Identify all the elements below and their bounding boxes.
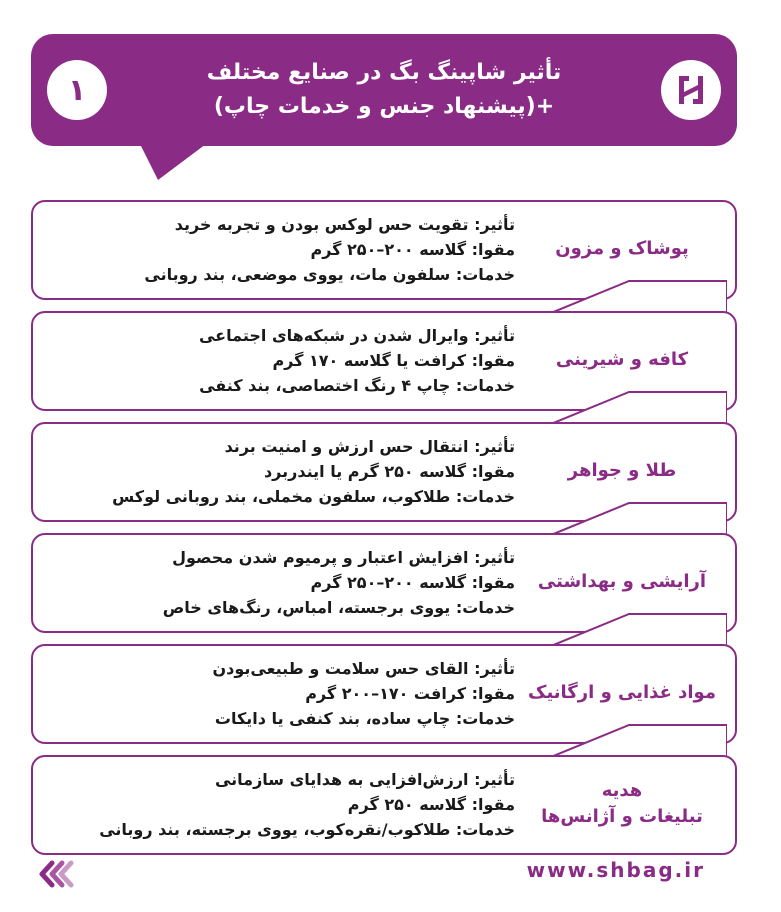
item-effect: تأثیر: انتقال حس ارزش و امنیت برند <box>224 437 515 456</box>
website-link[interactable]: www.shbag.ir <box>526 858 705 882</box>
item-category <box>527 755 717 853</box>
card-tab-notch <box>551 390 727 424</box>
item-services: خدمات: سلفون مات، یووی موضعی، بند روبانی <box>144 265 515 284</box>
item-effect: تأثیر: وایرال شدن در شبکه‌های اجتماعی <box>198 326 515 345</box>
category-label: کافه و شیرینی <box>555 349 689 370</box>
item-details <box>199 323 515 398</box>
category-label: مواد غذایی و ارگانیک <box>528 682 716 703</box>
item-details <box>144 212 515 287</box>
item-services: خدمات: چاپ ساده، بند کنفی یا دایکات <box>214 709 515 728</box>
page-title <box>141 56 627 124</box>
card-tab-notch <box>551 612 727 646</box>
category-label: هدیه تبلیغات و آژانس‌ها <box>541 780 703 827</box>
logo-icon <box>673 72 709 108</box>
item-services: خدمات: یووی برجسته، امباس، رنگ‌های خاص <box>162 598 515 617</box>
card-tab-notch <box>551 501 727 535</box>
category-label: طلا و جواهر <box>567 460 677 481</box>
item-services: خدمات: چاپ ۴ رنگ اختصاصی، بند کنفی <box>199 376 515 395</box>
item-details <box>99 767 515 842</box>
item-material: مقوا: گلاسه ۲۰۰–۲۵۰ گرم <box>310 240 515 259</box>
category-label: آرایشی و بهداشتی <box>537 571 707 592</box>
item-effect: تأثیر: القای حس سلامت و طبیعی‌بودن <box>212 659 515 678</box>
item-details <box>112 434 515 509</box>
item-material: مقوا: کرافت یا گلاسه ۱۷۰ گرم <box>272 351 515 370</box>
item-effect: تأثیر: ارزش‌افزایی به هدایای سازمانی <box>214 770 515 789</box>
item-effect: تأثیر: افزایش اعتبار و پرمیوم شدن محصول <box>172 548 515 567</box>
brand-logo <box>661 60 721 120</box>
item-services: خدمات: طلاکوب، سلفون مخملی، بند روبانی لوکس <box>112 487 515 506</box>
item-services: خدمات: طلاکوب/نقره‌کوب، یووی برجسته، بند روبانی <box>99 820 515 839</box>
card-tab-notch <box>551 279 727 313</box>
header-banner <box>31 34 737 146</box>
item-material: مقوا: گلاسه ۲۵۰ گرم یا ایندربرد <box>263 462 515 481</box>
item-details <box>212 656 515 731</box>
title-line-2: +(پیشنهاد جنس و خدمات چاپ) <box>213 94 555 119</box>
category-label: پوشاک و مزون <box>555 238 689 259</box>
list-item <box>31 755 737 853</box>
number-badge <box>47 60 107 120</box>
chevrons-left-icon <box>38 860 74 888</box>
item-effect: تأثیر: تقویت حس لوکس بودن و تجربه خرید <box>174 215 515 234</box>
item-material: مقوا: کرافت ۱۷۰–۲۰۰ گرم <box>305 684 515 703</box>
item-material: مقوا: گلاسه ۲۰۰–۲۵۰ گرم <box>310 573 515 592</box>
item-material: مقوا: گلاسه ۲۵۰ گرم <box>347 795 515 814</box>
card-tab-notch <box>551 723 727 757</box>
item-details <box>163 545 515 620</box>
header-pointer <box>140 144 206 180</box>
title-line-1: تأثیر شاپینگ بگ در صنایع مختلف <box>206 60 562 85</box>
page-number: ۱ <box>67 72 87 108</box>
